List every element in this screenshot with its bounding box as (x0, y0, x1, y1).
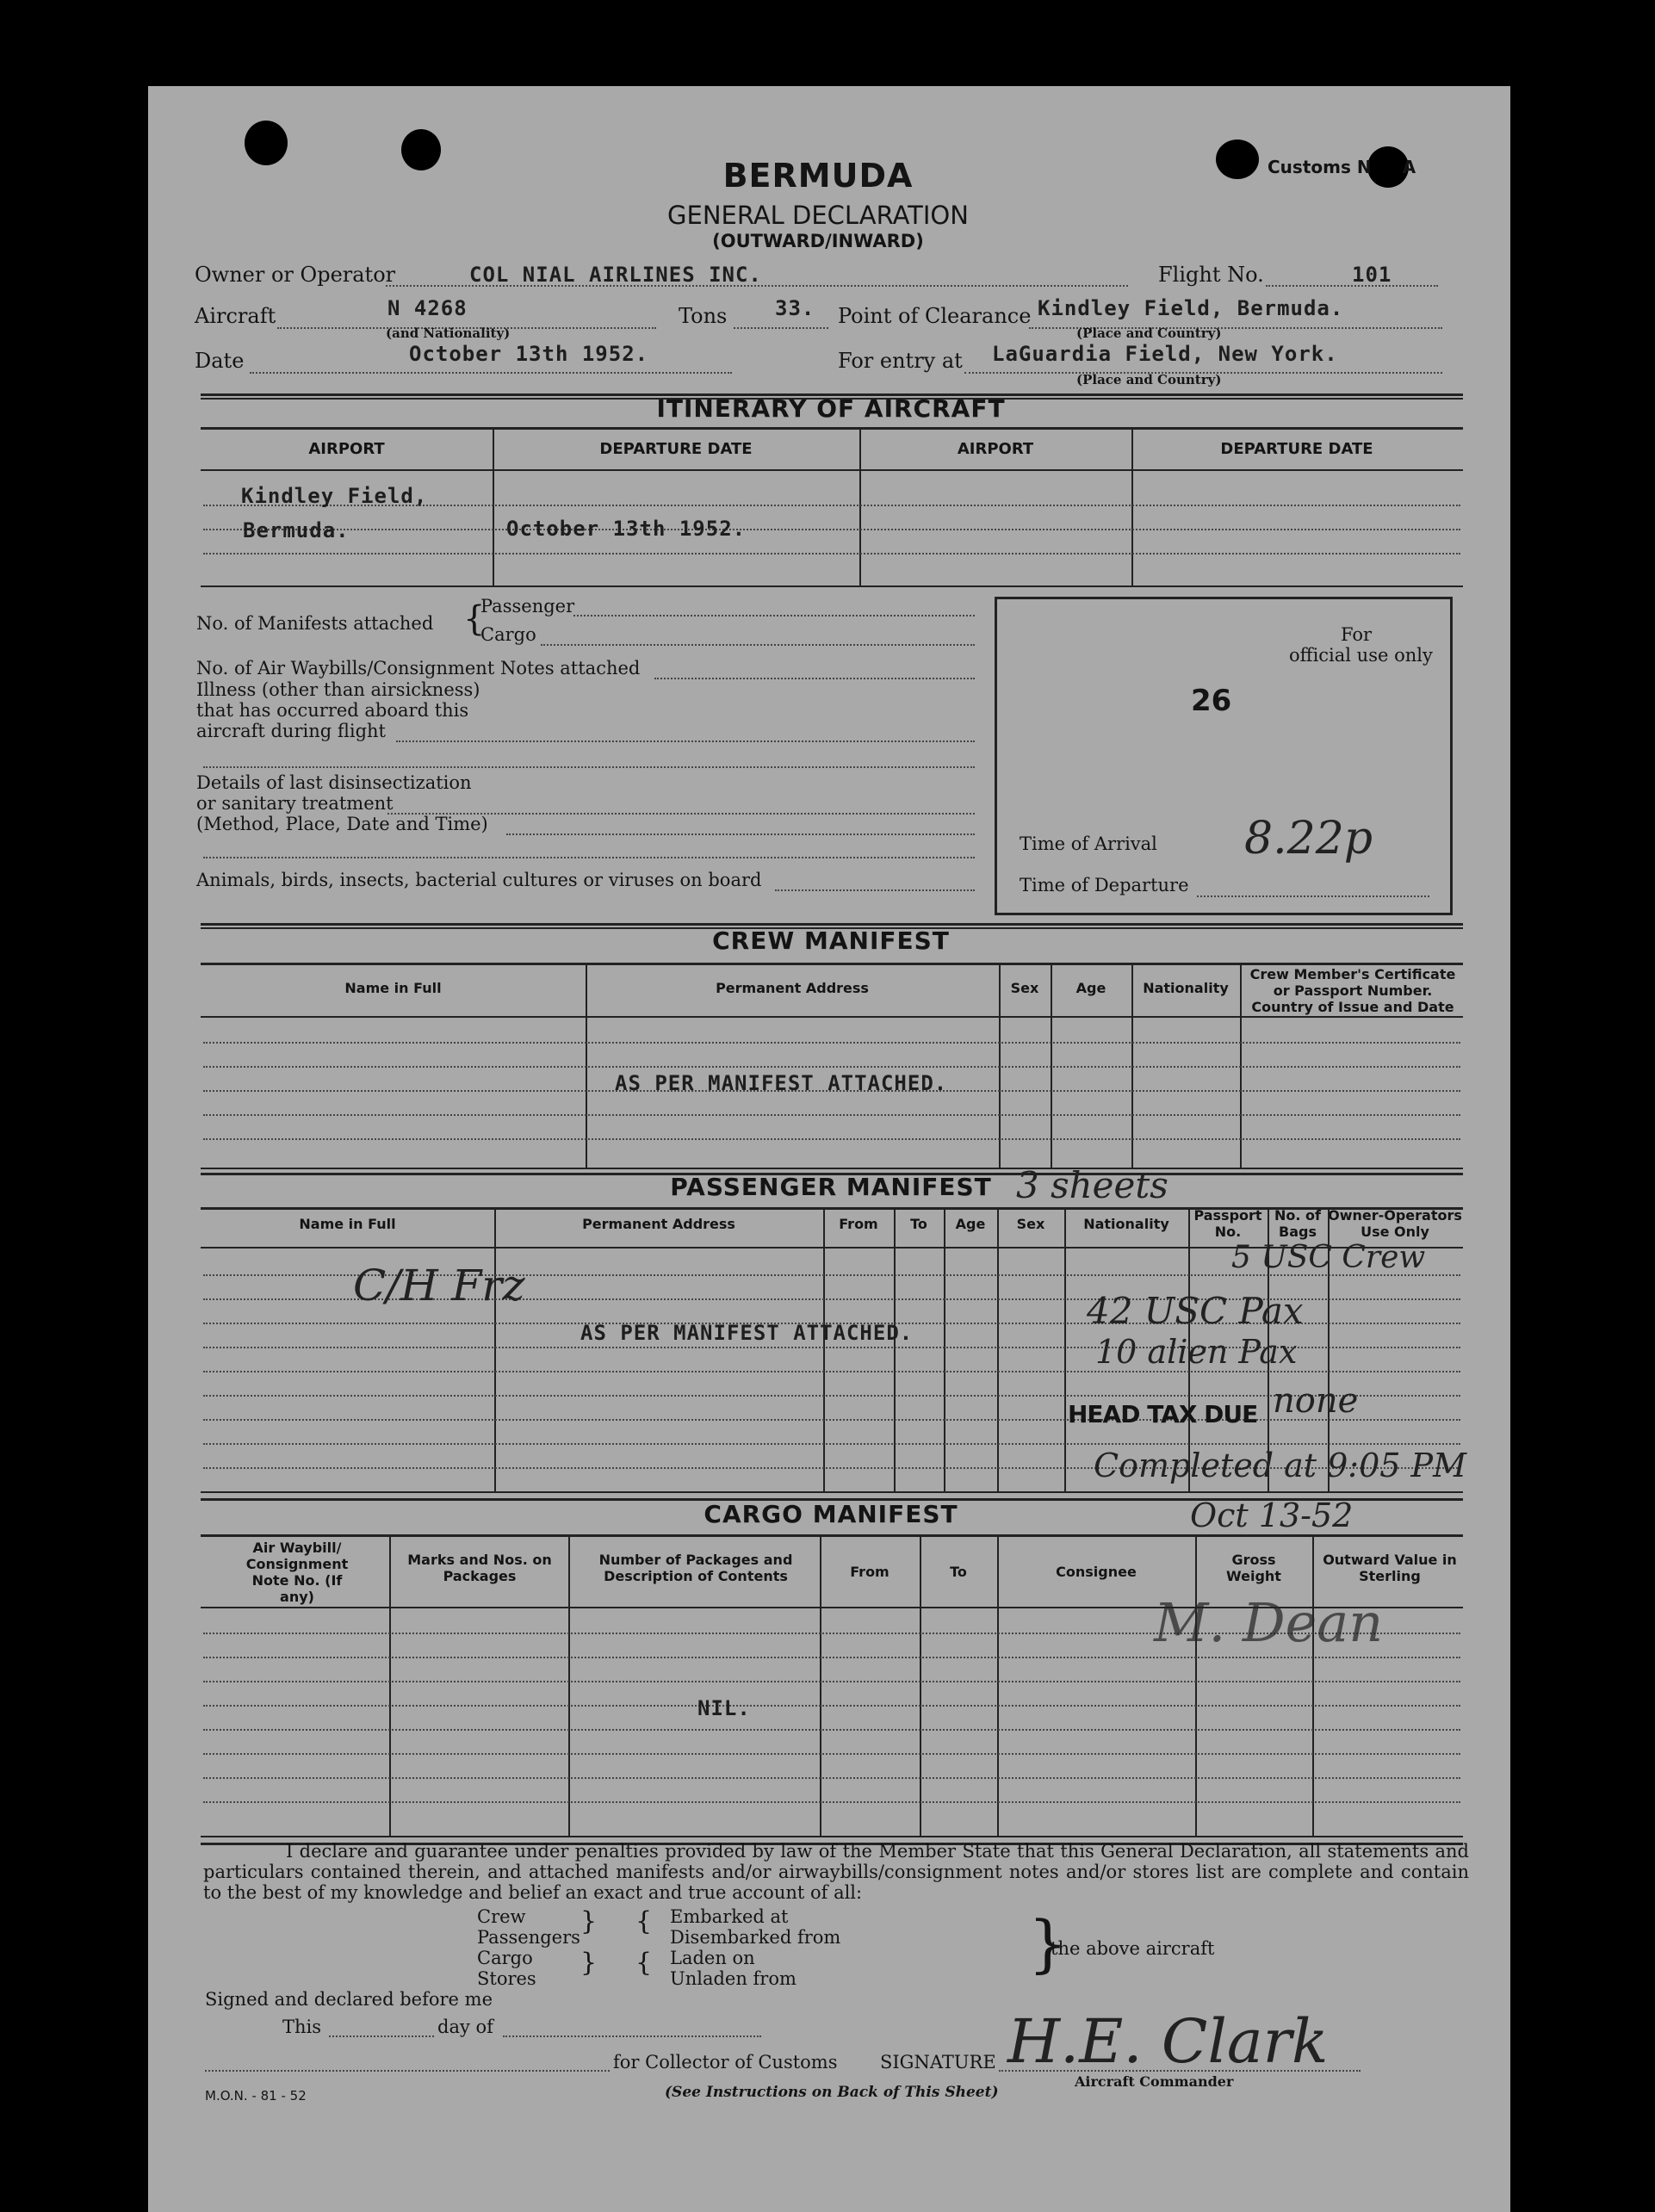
cargo-header-consignee: Consignee (1056, 1564, 1137, 1580)
commander-signature: H.E. Clark (1007, 2006, 1329, 2077)
disinsect-line3: (Method, Place, Date and Time) (196, 814, 488, 834)
day-label: day of (437, 2017, 493, 2037)
passenger-hand-crew: 5 USC Crew (1231, 1240, 1426, 1275)
entry-note: (Place and Country) (1076, 372, 1222, 387)
manifests-brace: { (463, 599, 486, 639)
cargo-hand-signature: M. Dean (1154, 1591, 1384, 1654)
cargo-header-waybill: Air Waybill/ Consignment Note No. (If any) (245, 1540, 349, 1605)
passenger-hand-name: C/H Frz (353, 1261, 525, 1310)
crew-header-address: Permanent Address (716, 980, 869, 996)
manifests-label: No. of Manifests attached (196, 613, 434, 634)
cargo-label: Cargo (480, 624, 536, 645)
customs-label: Customs N A (1268, 157, 1416, 177)
country-title: BERMUDA (722, 157, 914, 195)
punch-hole-right (1216, 139, 1259, 179)
declaration-action-unladen: Unladen from (670, 1968, 797, 1989)
declaration-item-cargo: Cargo (477, 1948, 533, 1968)
cargo-header-weight: Gross Weight (1226, 1552, 1281, 1584)
waybills-label: No. of Air Waybills/Consignment Notes attached (196, 658, 641, 678)
crew-header-name: Name in Full (344, 980, 442, 996)
signed-label: Signed and declared before me (205, 1989, 493, 2010)
declaration-action-disembarked: Disembarked from (670, 1927, 841, 1948)
crew-header-certificate: Crew Member's Certificate or Passport Number. Country of Issue and Date (1249, 966, 1456, 1015)
date-label: Date (195, 349, 245, 373)
passenger-header-passport: Passport No. (1193, 1207, 1262, 1240)
entry-label: For entry at (838, 349, 963, 373)
commander-label: Aircraft Commander (1075, 2073, 1234, 2090)
instructions-note: (See Instructions on Back of This Sheet) (665, 2084, 999, 2101)
departure-label: Time of Departure (1020, 875, 1189, 895)
passenger-header-address: Permanent Address (582, 1216, 735, 1232)
disinsect-line1: Details of last disinsectization (196, 772, 472, 793)
signature-label: SIGNATURE (880, 2052, 996, 2073)
crew-header-nationality: Nationality (1143, 980, 1229, 996)
form-number: M.O.N. - 81 - 52 (205, 2088, 307, 2104)
arrival-value: 8.22p (1244, 813, 1373, 864)
passenger-label: Passenger (480, 596, 575, 617)
passenger-header-name: Name in Full (299, 1216, 396, 1232)
passenger-header-sex: Sex (1016, 1216, 1045, 1232)
clearance-label: Point of Clearance (838, 304, 1032, 328)
date-value: October 13th 1952. (409, 342, 649, 366)
completed-annotation: Completed at 9:05 PM (1094, 1447, 1467, 1484)
cargo-header-value: Outward Value in Sterling (1323, 1552, 1457, 1584)
passenger-header-from: From (839, 1216, 878, 1232)
passenger-title-annotation: 3 sheets (1016, 1164, 1168, 1206)
aircraft-label: Aircraft (195, 304, 276, 328)
head-tax-stamp: HEAD TAX DUE (1068, 1400, 1258, 1428)
crew-note: AS PER MANIFEST ATTACHED. (615, 1071, 948, 1095)
passenger-header-to: To (910, 1216, 927, 1232)
clearance-value: Kindley Field, Bermuda. (1038, 296, 1344, 320)
tons-value: 33. (775, 296, 815, 320)
arrival-label: Time of Arrival (1020, 833, 1157, 854)
cargo-header-from: From (850, 1564, 889, 1580)
punch-hole-middle (401, 129, 441, 170)
head-tax-value: none (1273, 1381, 1359, 1421)
collector-label: for Collector of Customs (613, 2052, 838, 2073)
form-title: GENERAL DECLARATION (667, 201, 969, 230)
declaration-action-embarked: Embarked at (670, 1906, 789, 1927)
declaration-item-crew: Crew (477, 1906, 526, 1927)
owner-value: COL NIAL AIRLINES INC. (469, 263, 762, 287)
illness-line2: that has occurred aboard this (196, 700, 469, 721)
crew-header-sex: Sex (1010, 980, 1039, 996)
official-line2: official use only (1289, 645, 1433, 666)
entry-value: LaGuardia Field, New York. (992, 342, 1338, 366)
passenger-hand-line1: 42 USC Pax (1087, 1290, 1304, 1332)
illness-line1: Illness (other than airsickness) (196, 679, 480, 700)
declaration-suffix: the above aircraft (1051, 1938, 1215, 1959)
itinerary-departure-date: October 13th 1952. (506, 517, 747, 541)
flight-value: 101 (1352, 263, 1392, 287)
illness-line3: aircraft during flight (196, 721, 386, 741)
passenger-header-bags: No. of Bags (1274, 1207, 1321, 1240)
owner-label: Owner or Operator (195, 263, 396, 287)
official-number: 26 (1191, 684, 1232, 718)
cargo-header-marks: Marks and Nos. on Packages (407, 1552, 552, 1584)
passenger-note: AS PER MANIFEST ATTACHED. (580, 1321, 914, 1345)
this-label: This (282, 2017, 322, 2037)
passenger-header-age: Age (955, 1216, 986, 1232)
punch-hole-left (245, 121, 288, 165)
tons-label: Tons (679, 304, 728, 328)
itinerary-header-departure-1: DEPARTURE DATE (599, 440, 753, 458)
crew-header-age: Age (1075, 980, 1106, 996)
clearance-note: (Place and Country) (1076, 325, 1222, 341)
passenger-hand-line2: 10 alien Pax (1095, 1333, 1298, 1371)
itinerary-header-airport-2: AIRPORT (957, 440, 1034, 458)
passenger-title: PASSENGER MANIFEST (670, 1173, 992, 1201)
itinerary-header-airport-1: AIRPORT (308, 440, 385, 458)
passenger-header-nationality: Nationality (1083, 1216, 1169, 1232)
completed-date: Oct 13-52 (1190, 1496, 1354, 1534)
flight-label: Flight No. (1158, 263, 1264, 287)
disinsect-line2: or sanitary treatment (196, 793, 394, 814)
declaration-item-stores: Stores (477, 1968, 536, 1989)
cargo-header-contents: Number of Packages and Description of Contents (598, 1552, 793, 1584)
declaration-text: I declare and guarantee under penalties provided by law of the Member State that this General Declaration, all statements and particulars contained therein, and attached manifests and/or airwaybills/consignment notes and/or stores list are complete and contain to the best of my knowledge and belief an exact and true account of all: (203, 1841, 1469, 1903)
itinerary-title: ITINERARY OF AIRCRAFT (656, 394, 1006, 423)
cargo-header-to: To (950, 1564, 967, 1580)
cargo-value: NIL. (697, 1696, 751, 1720)
animals-label: Animals, birds, insects, bacterial cultures or viruses on board (196, 870, 762, 890)
aircraft-value: N 4268 (387, 296, 468, 320)
crew-title: CREW MANIFEST (712, 926, 950, 955)
itinerary-header-departure-2: DEPARTURE DATE (1220, 440, 1373, 458)
declaration-action-laden: Laden on (670, 1948, 755, 1968)
aircraft-note: (and Nationality) (386, 325, 511, 341)
itinerary-airport-line1: Kindley Field, (241, 484, 428, 508)
official-line1: For (1340, 624, 1373, 645)
itinerary-airport-line2: Bermuda. (243, 518, 350, 542)
form-subtitle: (OUTWARD/INWARD) (712, 231, 924, 251)
declaration-item-passengers: Passengers (477, 1927, 580, 1948)
passenger-header-owner: Owner-Operators Use Only (1328, 1207, 1462, 1240)
cargo-title: CARGO MANIFEST (704, 1500, 958, 1528)
